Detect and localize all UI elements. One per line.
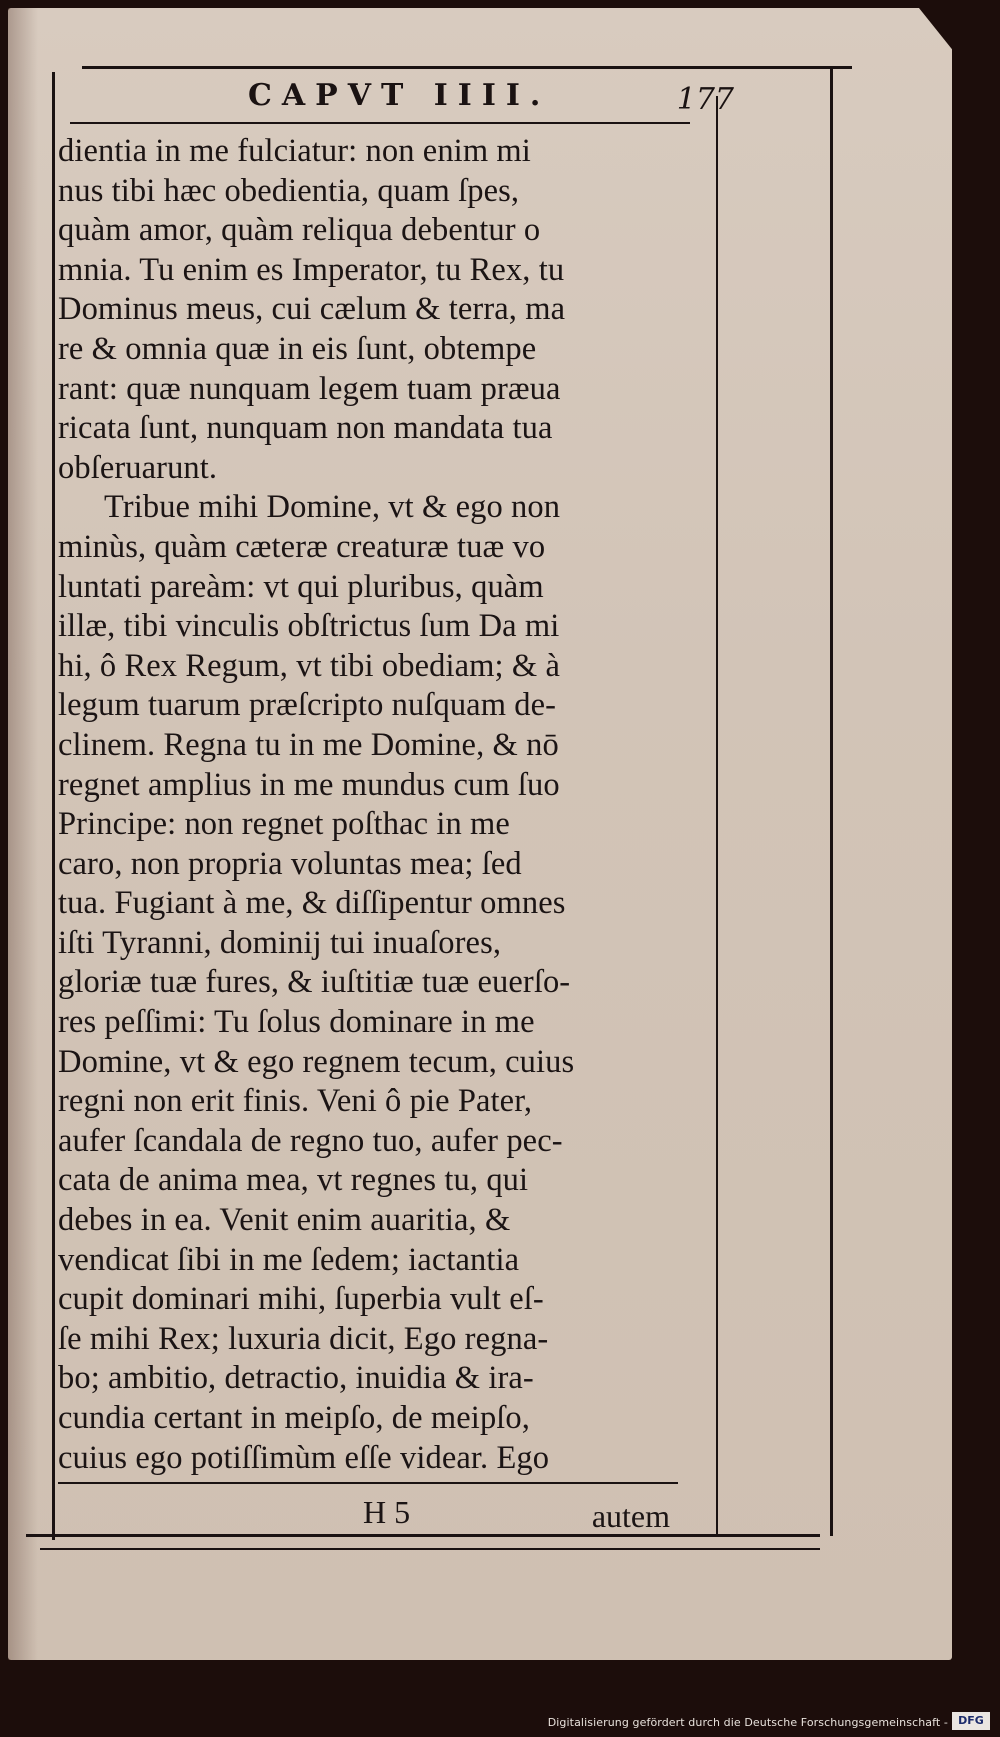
dfg-logo: DFG (952, 1712, 990, 1730)
text-line: Principe: non regnet poſthac in me (58, 806, 510, 843)
header-underline (70, 122, 690, 124)
text-line: Domine, vt & ego regnem tecum, cuius (58, 1043, 575, 1080)
text-line: hi, ô Rex Regum, vt tibi obediam; & à (58, 647, 560, 684)
text-line: aufer ſcandala de regno tuo, aufer pec- (58, 1122, 563, 1159)
running-title: CAPVT IIII. (248, 78, 551, 113)
bottom-rule (26, 1534, 820, 1537)
catchword: autem (591, 1498, 670, 1534)
outer-right-frame-line (830, 66, 833, 1536)
page-number: 177 (676, 82, 734, 117)
text-line: debes in ea. Venit enim auaritia, & (58, 1202, 511, 1239)
text-line: Dominus meus, cui cælum & terra, ma (58, 291, 566, 328)
text-line: mnia. Tu enim es Imperator, tu Rex, tu (58, 251, 565, 288)
bottom-rule-outer (40, 1548, 820, 1550)
text-line: clinem. Regna tu in me Domine, & nō (58, 726, 559, 763)
text-line: luntati pareàm: vt qui pluribus, quàm (58, 568, 544, 605)
text-line: cupit dominari mihi, ſuperbia vult eſ- (58, 1281, 544, 1318)
text-line: caro, non propria voluntas mea; ſed (58, 845, 522, 882)
text-line: legum tuarum præſcripto nuſquam de- (58, 687, 557, 724)
signature-mark: H 5 (363, 1494, 411, 1530)
text-line: cata de anima mea, vt regnes tu, qui (58, 1162, 529, 1199)
page-footer (58, 1494, 678, 1534)
text-line: bo; ambitio, detractio, inuidia & ira- (58, 1360, 534, 1397)
text-line: cundia certant in meipſo, de meipſo, (58, 1400, 530, 1436)
text-line: minùs, quàm cæteræ creaturæ tuæ vo (58, 528, 546, 565)
text-line: nus tibi hæc obedientia, quam ſpes, (58, 172, 520, 209)
text-line: gloriæ tuæ fures, & iuſtitiæ tuæ euerſo- (58, 964, 571, 1001)
text-line: iſti Tyranni, dominij tui inuaſores, (58, 924, 502, 961)
text-line: rant: quæ nunquam legem tuam præua (58, 370, 561, 407)
text-line: tua. Fugiant à me, & diſſipentur omnes (58, 885, 566, 922)
text-line: quàm amor, quàm reliqua debentur o (58, 212, 541, 249)
text-line: vendicat ſibi in me ſedem; iactantia (58, 1241, 520, 1278)
paragraph-first-line: Tribue mihi Domine, vt & ego non (104, 489, 561, 526)
digitization-credit: Digitalisierung gefördert durch die Deutsche Forschungsgemeinschaft - (547, 1716, 948, 1729)
left-frame-line (52, 72, 55, 1540)
text-line: re & omnia quæ in eis ſunt, obtempe (58, 330, 537, 367)
text-line: cuius ego potiſſimùm eſſe videar. Ego (58, 1439, 550, 1476)
text-line: ricata ſunt, nunquam non mandata tua (58, 410, 553, 447)
top-rule (82, 66, 852, 69)
text-line: obſeruarunt. (58, 449, 218, 486)
body-text (58, 132, 698, 1478)
right-frame-line (716, 96, 718, 1536)
page-gutter-shadow (8, 8, 38, 1660)
text-line: regni non erit finis. Veni ô pie Pater, (58, 1083, 533, 1120)
text-line: ſe mihi Rex; luxuria dicit, Ego regna- (58, 1320, 549, 1357)
text-line: res peſſimi: Tu ſolus dominare in me (58, 1004, 535, 1041)
text-line: dientia in me fulciatur: non enim mi (58, 133, 531, 169)
text-line: regnet amplius in me mundus cum ſuo (58, 766, 560, 803)
text-bottom-rule (58, 1482, 678, 1484)
text-line: illæ, tibi vinculis obſtrictus ſum Da mi (58, 608, 560, 645)
page-header (88, 74, 734, 120)
